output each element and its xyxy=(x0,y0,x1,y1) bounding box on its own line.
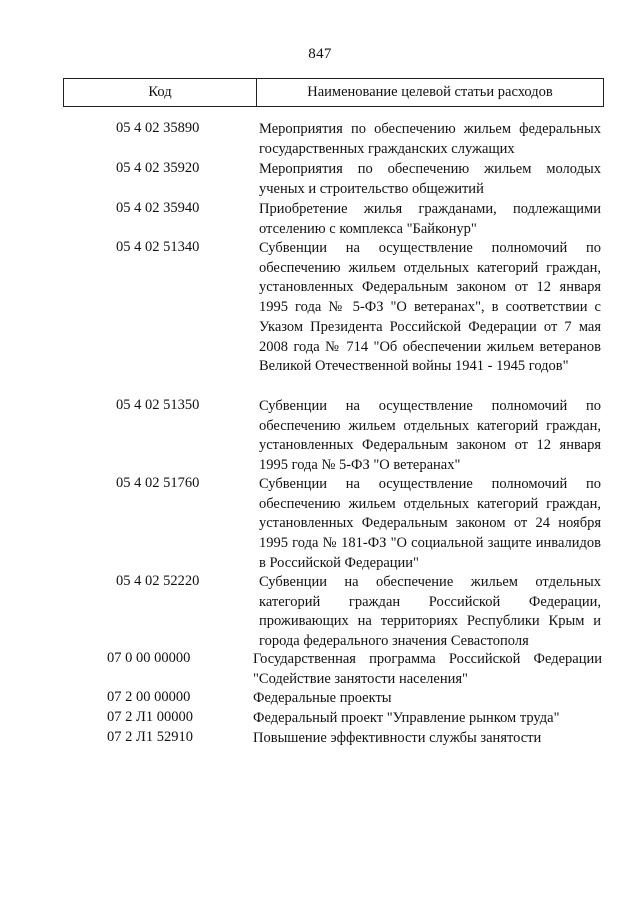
column-header-code: Код xyxy=(64,79,257,106)
row-code: 05 4 02 51340 xyxy=(116,239,200,255)
row-code: 05 4 02 51760 xyxy=(116,475,200,491)
row-code: 07 2 Л1 52910 xyxy=(107,729,193,745)
row-code: 05 4 02 35940 xyxy=(116,200,200,216)
row-code: 07 2 Л1 00000 xyxy=(107,709,193,725)
row-code: 05 4 02 35920 xyxy=(116,160,200,176)
row-code: 05 4 02 52220 xyxy=(116,573,200,589)
row-name: Субвенции на осуществление полномочий по обеспечению жильем отдельных категорий граждан, установленных Федеральным законом от 24 ноября 1995 года № 181-ФЗ "О социальной защите инвалидов в Российской Федерации" xyxy=(259,476,601,571)
row-name: Повышение эффективности службы занятости xyxy=(253,730,542,746)
row-name: Субвенции на осуществление полномочий по обеспечению жильем отдельных категорий граждан, установленных Федеральным законом от 12 января 1995 года № 5-ФЗ "О ветеранах" xyxy=(259,398,601,474)
row-name: Субвенции на осуществление полномочий по обеспечению жильем отдельных категорий граждан, установленных Федеральным законом от 12 января 1995 года № 5-ФЗ "О ветеранах", в соответствии с Указом Президента Российской Федерации от 7 мая 2008 года № 714 "Об обеспечении жильем ветеранов Великой Отечественной войны 1941 - 1945 годов" xyxy=(259,240,601,375)
row-name: Приобретение жилья гражданами, подлежащими отселению с комплекса "Байконур" xyxy=(259,201,601,237)
row-code: 07 2 00 00000 xyxy=(107,689,191,705)
column-header-name: Наименование целевой статьи расходов xyxy=(307,84,553,100)
row-name: Федеральные проекты xyxy=(253,690,392,706)
row-code: 07 0 00 00000 xyxy=(107,650,191,666)
row-name: Государственная программа Российской Федерации "Содействие занятости населения" xyxy=(253,651,602,687)
row-code: 05 4 02 51350 xyxy=(116,397,200,413)
page-number: 847 xyxy=(308,46,332,62)
row-name: Федеральный проект "Управление рынком труда" xyxy=(253,710,560,726)
row-name: Мероприятия по обеспечению жильем федеральных государственных гражданских служащих xyxy=(259,121,601,157)
table-header xyxy=(63,78,604,107)
row-code: 05 4 02 35890 xyxy=(116,120,200,136)
row-name: Мероприятия по обеспечению жильем молодых ученых и строительство общежитий xyxy=(259,161,601,197)
row-name: Субвенции на обеспечение жильем отдельных категорий граждан Российской Федерации, проживающих на территориях Республики Крым и города федерального значения Севастополя xyxy=(259,574,601,650)
